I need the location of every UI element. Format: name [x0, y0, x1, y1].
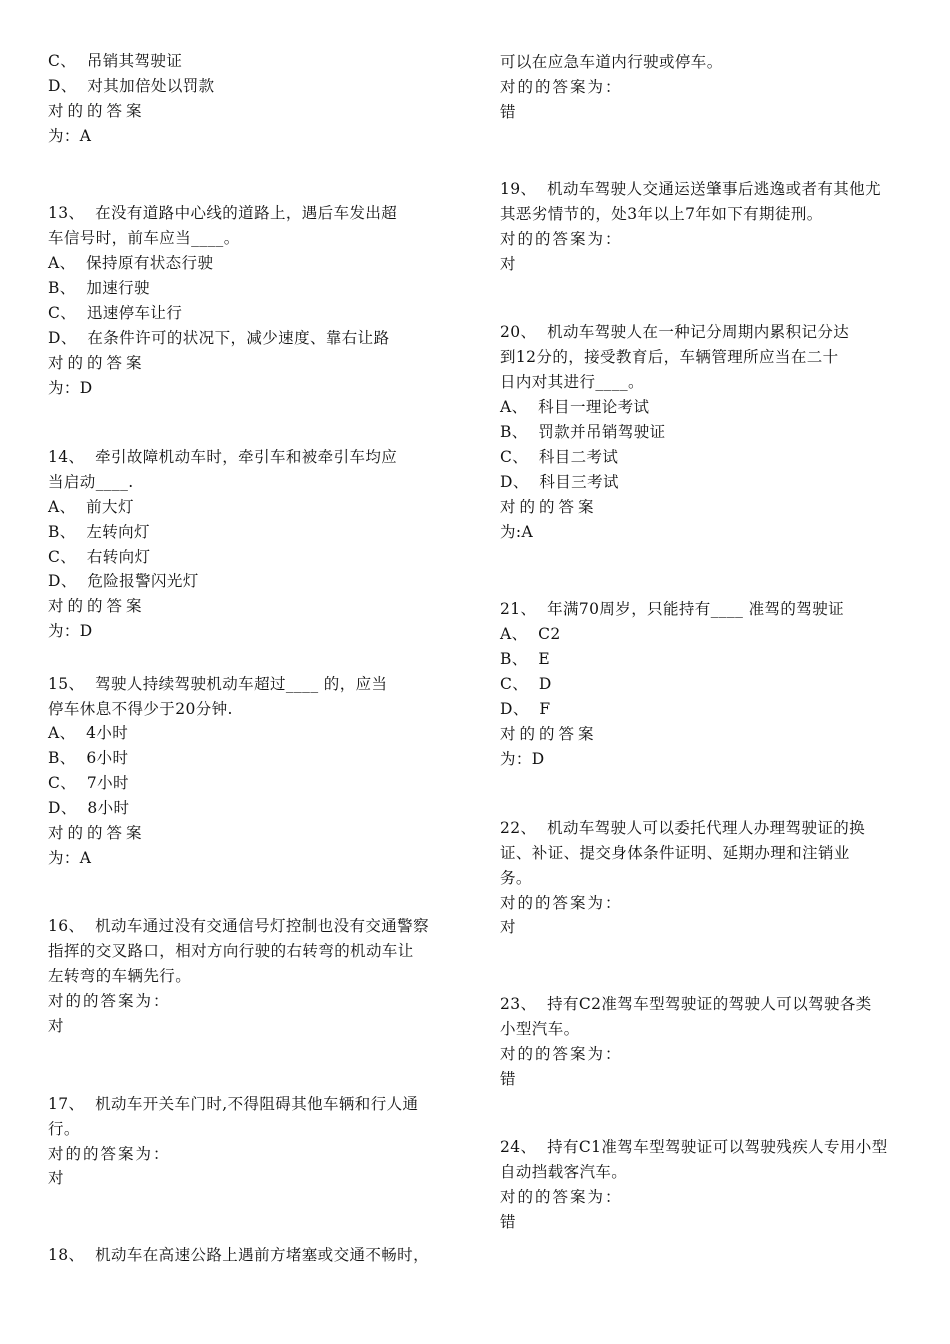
q24-question-line1: 24、 持有C1准驾车型驾驶证可以驾驶残疾人专用小型 [500, 1138, 888, 1156]
q13-option-c: C、 迅速停车让行 [48, 304, 183, 322]
q12-answer-label: 对的的答案 [48, 102, 146, 120]
q22-question-line1: 22、 机动车驾驶人可以委托代理人办理驾驶证的换 [500, 819, 866, 837]
q18-answer-label: 对的的答案为： [500, 78, 623, 96]
q24-answer-value: 错 [500, 1213, 516, 1231]
q24-question-line2: 自动挡载客汽车。 [500, 1163, 628, 1181]
q20-question-line1: 20、 机动车驾驶人在一种记分周期内累积记分达 [500, 323, 850, 341]
q16-question-line2: 指挥的交叉路口，相对方向行驶的右转弯的机动车让 [48, 942, 414, 960]
q13-question-line1: 13、 在没有道路中心线的道路上，遇后车发出超 [48, 204, 398, 222]
q20-answer-label: 对的的答案 [500, 498, 598, 516]
q14-answer-value: 为：D [48, 622, 93, 640]
q14-question-line1: 14、 牵引故障机动车时，牵引车和被牵引车均应 [48, 448, 398, 466]
q20-question-line3: 日内对其进行____。 [500, 373, 644, 391]
q15-option-b: B、 6小时 [48, 749, 129, 767]
q22-answer-value: 对 [500, 918, 516, 936]
q23-question-line1: 23、 持有C2准驾车型驾驶证的驾驶人可以驾驶各类 [500, 995, 872, 1013]
q14-option-c: C、 右转向灯 [48, 548, 151, 566]
q20-question-line2: 到12分的，接受教育后，车辆管理所应当在二十 [500, 348, 839, 366]
q17-question-line1: 17、 机动车开关车门时,不得阻碍其他车辆和行人通 [48, 1095, 419, 1113]
q20-option-d: D、 科目三考试 [500, 473, 619, 491]
q21-question-line1: 21、 年满70周岁，只能持有____ 准驾的驾驶证 [500, 600, 845, 618]
q12-option-d: D、 对其加倍处以罚款 [48, 77, 215, 95]
q13-option-a: A、 保持原有状态行驶 [48, 254, 214, 272]
q23-answer-label: 对的的答案为： [500, 1045, 623, 1063]
q21-option-b: B、 E [500, 650, 551, 668]
q17-question-line2: 行。 [48, 1120, 80, 1138]
q15-question-line2: 停车休息不得少于20分钟. [48, 700, 233, 718]
q19-question-line2: 其恶劣情节的，处3年以上7年如下有期徒刑。 [500, 205, 823, 223]
q17-answer-value: 对 [48, 1169, 64, 1187]
q18-question-line1: 18、 机动车在高速公路上遇前方堵塞或交通不畅时， [48, 1246, 429, 1264]
q21-option-d: D、 F [500, 700, 551, 718]
q22-question-line2: 证、补证、提交身体条件证明、延期办理和注销业 [500, 844, 850, 862]
q21-option-a: A、 C2 [500, 625, 561, 643]
q19-answer-value: 对 [500, 255, 516, 273]
q13-option-b: B、 加速行驶 [48, 279, 150, 297]
q17-answer-label: 对的的答案为： [48, 1145, 171, 1163]
q20-option-a: A、 科目一理论考试 [500, 398, 650, 416]
q14-option-d: D、 危险报警闪光灯 [48, 572, 199, 590]
q12-option-c: C、 吊销其驾驶证 [48, 52, 183, 70]
q13-option-d: D、 在条件许可的状况下，减少速度、靠右让路 [48, 329, 390, 347]
q15-question-line1: 15、 驾驶人持续驾驶机动车超过____ 的，应当 [48, 675, 388, 693]
q23-answer-value: 错 [500, 1070, 516, 1088]
q22-answer-label: 对的的答案为： [500, 894, 623, 912]
q16-question-line3: 左转弯的车辆先行。 [48, 967, 192, 985]
q20-option-c: C、 科目二考试 [500, 448, 619, 466]
q14-option-b: B、 左转向灯 [48, 523, 150, 541]
q16-question-line1: 16、 机动车通过没有交通信号灯控制也没有交通警察 [48, 917, 429, 935]
q12-answer-value: 为：A [48, 127, 92, 145]
q13-answer-label: 对的的答案 [48, 354, 146, 372]
q16-answer-value: 对 [48, 1017, 64, 1035]
q15-answer-value: 为：A [48, 849, 92, 867]
q13-answer-value: 为：D [48, 379, 93, 397]
q19-answer-label: 对的的答案为： [500, 230, 623, 248]
q21-answer-value: 为：D [500, 750, 545, 768]
q20-answer-value: 为:A [500, 523, 534, 541]
q20-option-b: B、 罚款并吊销驾驶证 [500, 423, 666, 441]
q23-question-line2: 小型汽车。 [500, 1020, 580, 1038]
q15-option-c: C、 7小时 [48, 774, 129, 792]
q14-question-line2: 当启动____. [48, 473, 134, 491]
q14-option-a: A、 前大灯 [48, 498, 134, 516]
q19-question-line1: 19、 机动车驾驶人交通运送肇事后逃逸或者有其他尤 [500, 180, 881, 198]
q18-answer-value: 错 [500, 103, 516, 121]
q15-option-d: D、 8小时 [48, 799, 130, 817]
q15-option-a: A、 4小时 [48, 724, 129, 742]
q16-answer-label: 对的的答案为： [48, 992, 171, 1010]
q21-answer-label: 对的的答案 [500, 725, 598, 743]
q24-answer-label: 对的的答案为： [500, 1188, 623, 1206]
q14-answer-label: 对的的答案 [48, 597, 146, 615]
q22-question-line3: 务。 [500, 869, 532, 887]
q15-answer-label: 对的的答案 [48, 824, 146, 842]
q21-option-c: C、 D [500, 675, 552, 693]
q18-question-line2: 可以在应急车道内行驶或停车。 [500, 53, 723, 71]
q13-question-line2: 车信号时，前车应当____。 [48, 229, 240, 247]
